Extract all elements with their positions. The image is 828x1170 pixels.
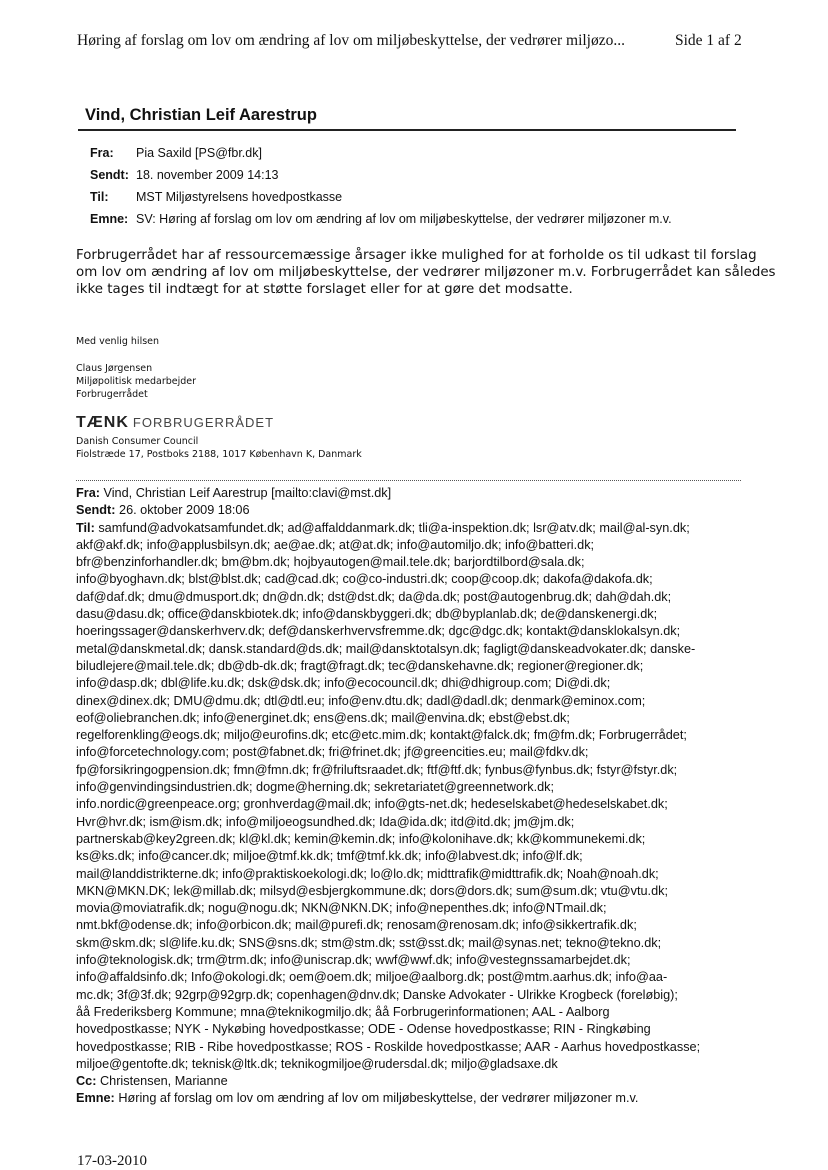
logo-org-name: FORBRUGERRÅDET [132,415,275,430]
fwd-subject-label: Emne: [76,1091,115,1106]
print-footer-date: 17-03-2010 [77,1153,147,1169]
recipient-line [76,1056,776,1073]
recipient-line [76,589,776,606]
recipient-line-text: biludlejere@mail.tele.dk; db@db-dk.dk; fragt@fragt.dk; tec@danskehavne.dk; regioner@regioner.dk; [76,658,644,673]
to-row [90,190,342,204]
recipient-line-text: info@byoghavn.dk; blst@blst.dk; cad@cad.dk; co@co-industri.dk; coop@coop.dk; dakofa@dakofa.dk; [76,572,653,587]
recipient-line [76,779,776,796]
recipient-line-text: miljoe@gentofte.dk; teknisk@ltk.dk; teknikogmiljoe@rudersdal.dk; miljo@gladsaxe.dk [76,1056,558,1071]
recipient-line-text: bfr@benzinforhandler.dk; bm@bm.dk; hojbyautogen@mail.tele.dk; barjordtilbord@sala.dk; [76,555,585,570]
fwd-cc-row [76,1073,776,1090]
recipient-line [76,969,776,986]
subject-row [90,212,672,226]
recipient-line [76,1004,776,1021]
recipient-line [76,848,776,865]
recipient-line [76,554,776,571]
recipient-line [76,727,776,744]
recipient-line [76,987,776,1004]
recipient-line [76,693,776,710]
recipient-line [76,883,776,900]
recipient-line [76,571,776,588]
subject-label: Emne: [90,212,129,226]
logo-word: TÆNK [76,414,129,431]
header-divider [78,129,736,131]
recipient-line-text: mail@landdistrikterne.dk; info@praktiskoekologi.dk; lo@lo.dk; midttrafik@midttrafik.dk; Noah@noah.dk; [76,866,659,881]
recipient-line-text: Hvr@hvr.dk; ism@ism.dk; info@miljoeogsundhed.dk; Ida@ida.dk; itd@itd.dk; jm@jm.dk; [76,814,575,829]
recipient-line-text: daf@daf.dk; dmu@dmusport.dk; dn@dn.dk; dst@dst.dk; da@da.dk; post@autogenbrug.dk; dah@dah.dk; [76,589,672,604]
recipient-line [76,831,776,848]
taenk-logo [76,414,274,432]
message-body: Forbrugerrådet har af ressourcemæssige årsager ikke mulighed for at forholde os til udkast til forslag om lov om ændring af lov om miljøbeskyttelse, der vedrører miljøzoner m.v. Forbrugerrådet kan således ikke tages til indtægt for at støtte forslaget eller for at gøre det modsatte. [76,248,776,297]
to-label: Til: [90,190,109,204]
recipient-line [76,606,776,623]
recipient-line-text: info@teknologisk.dk; trm@trm.dk; info@uniscrap.dk; wwf@wwf.dk; info@vestegnssamarbejdet.dk; [76,953,631,968]
recipient-line [76,658,776,675]
recipient-line-text: mc.dk; 3f@3f.dk; 92grp@92grp.dk; copenhagen@dnv.dk; Danske Advokater - Ulrikke Krogbeck (foreløbig); [76,987,678,1002]
signature-title: Miljøpolitisk medarbejder [76,376,197,387]
print-header-title: Høring af forslag om lov om ændring af lov om miljøbeskyttelse, der vedrører miljøzo... [77,32,625,49]
recipient-line [76,796,776,813]
recipient-line [76,1021,776,1038]
fwd-recipients [76,520,776,1074]
fwd-sent-value: 26. oktober 2009 18:06 [119,503,250,518]
signature-org: Forbrugerrådet [76,389,148,400]
fwd-subject-row [76,1090,776,1107]
recipient-line-text: info.nordic@greenpeace.org; gronhverdag@mail.dk; info@gts-net.dk; hedeselskabet@hedeselskabet.dk; [76,797,668,812]
recipient-line-text: samfund@advokatsamfundet.dk; ad@affalddanmark.dk; tli@a-inspektion.dk; lsr@atv.dk; mail@al-syn.dk; [98,520,690,535]
recipient-line [76,623,776,640]
mailbox-owner-name: Vind, Christian Leif Aarestrup [85,106,317,124]
recipient-line [76,935,776,952]
recipient-line [76,675,776,692]
from-row [90,146,262,160]
recipient-line [76,917,776,934]
recipient-line [76,710,776,727]
recipient-line-text: dinex@dinex.dk; DMU@dmu.dk; dtl@dtl.eu; info@env.dtu.dk; dadl@dadl.dk; denmark@eminox.com; [76,693,646,708]
recipient-line [76,744,776,761]
recipient-line [76,762,776,779]
recipient-line-text: skm@skm.dk; sl@life.ku.dk; SNS@sns.dk; stm@stm.dk; sst@sst.dk; mail@synas.net; tekno@tekno.dk; [76,935,662,950]
recipient-line [76,1039,776,1056]
sent-value: 18. november 2009 14:13 [136,168,279,182]
council-name: Danish Consumer Council [76,436,199,447]
recipient-line-text: eof@oliebranchen.dk; info@energinet.dk; ens@ens.dk; mail@envina.dk; ebst@ebst.dk; [76,710,570,725]
recipient-line-text: ks@ks.dk; info@cancer.dk; miljoe@tmf.kk.dk; tmf@tmf.kk.dk; info@labvest.dk; info@lf.dk; [76,849,583,864]
recipient-line-text: movia@moviatrafik.dk; nogu@nogu.dk; NKN@NKN.DK; info@nepenthes.dk; info@NTmail.dk; [76,901,607,916]
forwarded-message [76,485,776,1108]
to-value: MST Miljøstyrelsens hovedpostkasse [136,190,343,204]
recipient-line-text: info@affaldsinfo.dk; Info@okologi.dk; oem@oem.dk; miljoe@aalborg.dk; post@mtm.aarhus.dk; info@aa- [76,970,668,985]
subject-value: SV: Høring af forslag om lov om ændring af lov om miljøbeskyttelse, der vedrører miljøzoner m.v. [136,212,672,226]
recipient-line [76,900,776,917]
print-header-page-number: Side 1 af 2 [675,32,742,49]
recipient-line [76,952,776,969]
recipient-line-text: hovedpostkasse; NYK - Nykøbing hovedpostkasse; ODE - Odense hovedpostkasse; RIN - Ringkøbing [76,1022,651,1037]
fwd-sent-label: Sendt: [76,503,116,518]
fwd-cc-value: Christensen, Marianne [99,1074,228,1089]
from-value: Pia Saxild [PS@fbr.dk] [136,146,262,160]
recipient-line-text: info@dasp.dk; dbl@life.ku.dk; dsk@dsk.dk; info@ecocouncil.dk; dhi@dhigroup.com; Di@di.dk; [76,676,611,691]
recipient-line-text: info@forcetechnology.com; post@fabnet.dk; fri@frinet.dk; jf@greencities.eu; mail@fdkv.dk; [76,745,589,760]
fwd-from-row [76,485,776,502]
recipient-line-text: hoeringssager@danskerhverv.dk; def@danskerhvervsfremme.dk; dgc@dgc.dk; kontakt@dansklokalsyn.dk; [76,624,681,639]
recipient-line [76,641,776,658]
recipient-line-text: hovedpostkasse; RIB - Ribe hovedpostkasse; ROS - Roskilde hovedpostkasse; AAR - Aarhus hovedpostkasse; [76,1039,701,1054]
recipient-line-text: partnerskab@key2green.dk; kl@kl.dk; kemin@kemin.dk; info@kolonihave.dk; kk@kommunekemi.dk; [76,831,646,846]
fwd-sent-row [76,502,776,519]
recipient-line-text: metal@danskmetal.dk; dansk.standard@ds.dk; mail@dansktotalsyn.dk; fagligt@danskeadvokater.dk; danske- [76,641,696,656]
from-label: Fra: [90,146,114,160]
recipient-line [76,814,776,831]
fwd-from-value: Vind, Christian Leif Aarestrup [mailto:clavi@mst.dk] [103,486,392,500]
sent-row [90,168,278,182]
fwd-subject-value: Høring af forslag om lov om ændring af lov om miljøbeskyttelse, der vedrører miljøzoner m.v. [118,1091,639,1106]
recipient-line-text: dasu@dasu.dk; office@danskbiotek.dk; info@danskbyggeri.dk; db@byplanlab.dk; de@danskenergi.dk; [76,607,658,622]
fwd-cc-label: Cc: [76,1074,97,1089]
greeting: Med venlig hilsen [76,336,160,347]
recipient-line-text: åå Frederiksberg Kommune; mna@teknikogmiljo.dk; åå Forbrugerinformationen; AAL - Aalborg [76,1004,610,1019]
signature-name: Claus Jørgensen [76,363,153,374]
recipient-line-text: regelforenkling@eogs.dk; miljo@eurofins.dk; etc@etc.mim.dk; kontakt@falck.dk; fm@fm.dk; Forbrugerrådet; [76,728,687,743]
recipient-line [76,537,776,554]
recipient-line [76,520,776,537]
recipient-line-text: akf@akf.dk; info@applusbilsyn.dk; ae@ae.dk; at@at.dk; info@automiljo.dk; info@batteri.dk; [76,537,595,552]
recipient-line [76,866,776,883]
fwd-from-label: Fra: [76,486,100,500]
council-address: Fiolstræde 17, Postboks 2188, 1017 København K, Danmark [76,449,362,460]
sent-label: Sendt: [90,168,129,182]
recipient-line-text: fp@forsikringogpension.dk; fmn@fmn.dk; fr@friluftsraadet.dk; ftf@ftf.dk; fynbus@fynbus.dk; fstyr@fstyr.dk; [76,762,678,777]
recipient-line-text: MKN@MKN.DK; lek@millab.dk; milsyd@esbjergkommune.dk; dors@dors.dk; sum@sum.dk; vtu@vtu.dk; [76,883,668,898]
fwd-to-label: Til: [76,520,95,535]
quote-divider [76,480,741,481]
recipient-line-text: info@genvindingsindustrien.dk; dogme@herning.dk; sekretariatet@greennetwork.dk; [76,780,555,795]
recipient-line-text: nmt.bkf@odense.dk; info@orbicon.dk; mail@purefi.dk; renosam@renosam.dk; info@sikkertrafik.dk; [76,918,637,933]
